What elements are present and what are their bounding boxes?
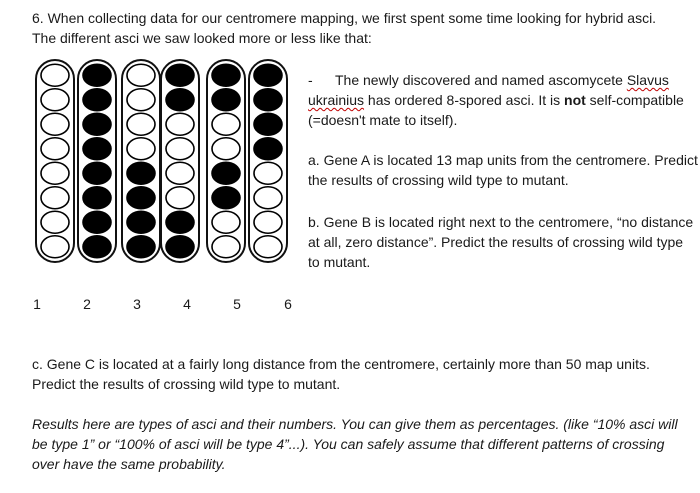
spore-black (166, 64, 194, 86)
spore-black (127, 211, 155, 233)
spore-black (127, 187, 155, 209)
bullet-dash: - (308, 72, 313, 88)
spore-black (83, 187, 111, 209)
spore-white (127, 89, 155, 111)
spore-white (127, 113, 155, 135)
species-description (308, 70, 698, 130)
spore-black (83, 113, 111, 135)
spore-black (212, 89, 240, 111)
spore-white (212, 138, 240, 160)
spore-white (166, 162, 194, 184)
ascus-label-5: 5 (233, 296, 241, 312)
spore-white (166, 187, 194, 209)
ascus-4 (161, 60, 199, 262)
question-line-2: The different asci we saw looked more or less like that: (32, 30, 372, 46)
question-line-1: 6. When collecting data for our centromere mapping, we first spent some time looking for hybrid asci. (32, 10, 657, 26)
spore-black (166, 211, 194, 233)
spore-black (83, 236, 111, 258)
question-gene-a: a. Gene A is located 13 map units from the centromere. Predict the results of crossing wild type to mutant. (308, 152, 698, 188)
spore-black (212, 187, 240, 209)
spore-white (254, 187, 282, 209)
spore-white (166, 113, 194, 135)
asci-diagram (0, 0, 310, 300)
species-name: ukrainius (308, 92, 365, 108)
spore-white (41, 89, 69, 111)
spore-white (254, 211, 282, 233)
species-text-2: has ordered 8-spored asci. It is (364, 92, 565, 108)
spore-black (254, 89, 282, 111)
spore-white (212, 211, 240, 233)
spore-white (41, 236, 69, 258)
spore-white (41, 113, 69, 135)
spore-white (254, 162, 282, 184)
ascus-label-4: 4 (183, 296, 191, 312)
spore-white (41, 187, 69, 209)
spore-white (41, 211, 69, 233)
ascus-label-6: 6 (284, 296, 292, 312)
ascus-label-3: 3 (133, 296, 141, 312)
spore-white (212, 236, 240, 258)
spore-black (166, 89, 194, 111)
answer-instructions: Results here are types of asci and their numbers. You can give them as percentages. (like “10% asci will be type 1” or “100% of asci will be type 4”...). You can safely assume that different patterns of crossing over have the same probability. (32, 416, 678, 472)
spore-black (83, 211, 111, 233)
spore-white (127, 64, 155, 86)
genus-name: Slavus (626, 72, 669, 88)
ascus-3 (122, 60, 160, 262)
spore-white (166, 138, 194, 160)
ascus-2 (78, 60, 116, 262)
spore-black (127, 236, 155, 258)
spore-black (83, 64, 111, 86)
question-gene-c: c. Gene C is located at a fairly long distance from the centromere, certainly more than 50 map units. Predict the results of crossing wild type to mutant. (32, 356, 650, 392)
ascus-label-1: 1 (33, 296, 41, 312)
question-gene-b: b. Gene B is located right next to the centromere, “no distance at all, zero distance”. Predict the results of crossing wild type to mutant. (308, 214, 694, 270)
ascus-6 (249, 60, 287, 262)
spore-white (41, 138, 69, 160)
spore-black (212, 64, 240, 86)
spore-black (254, 64, 282, 86)
spore-white (41, 64, 69, 86)
spore-white (41, 162, 69, 184)
spore-black (83, 138, 111, 160)
spore-black (83, 89, 111, 111)
spore-black (166, 236, 194, 258)
ascus-5 (207, 60, 245, 262)
spore-white (212, 113, 240, 135)
emphasis-not: not (564, 92, 586, 108)
spore-white (127, 138, 155, 160)
species-text-1: The newly discovered and named ascomycete (335, 72, 627, 88)
spore-black (254, 113, 282, 135)
spore-black (212, 162, 240, 184)
spore-black (254, 138, 282, 160)
spore-white (254, 236, 282, 258)
ascus-label-2: 2 (83, 296, 91, 312)
spore-black (83, 162, 111, 184)
ascus-1 (36, 60, 74, 262)
species-text-3: self-compatible (=doesn't mate to itself). (308, 92, 684, 128)
spore-black (127, 162, 155, 184)
